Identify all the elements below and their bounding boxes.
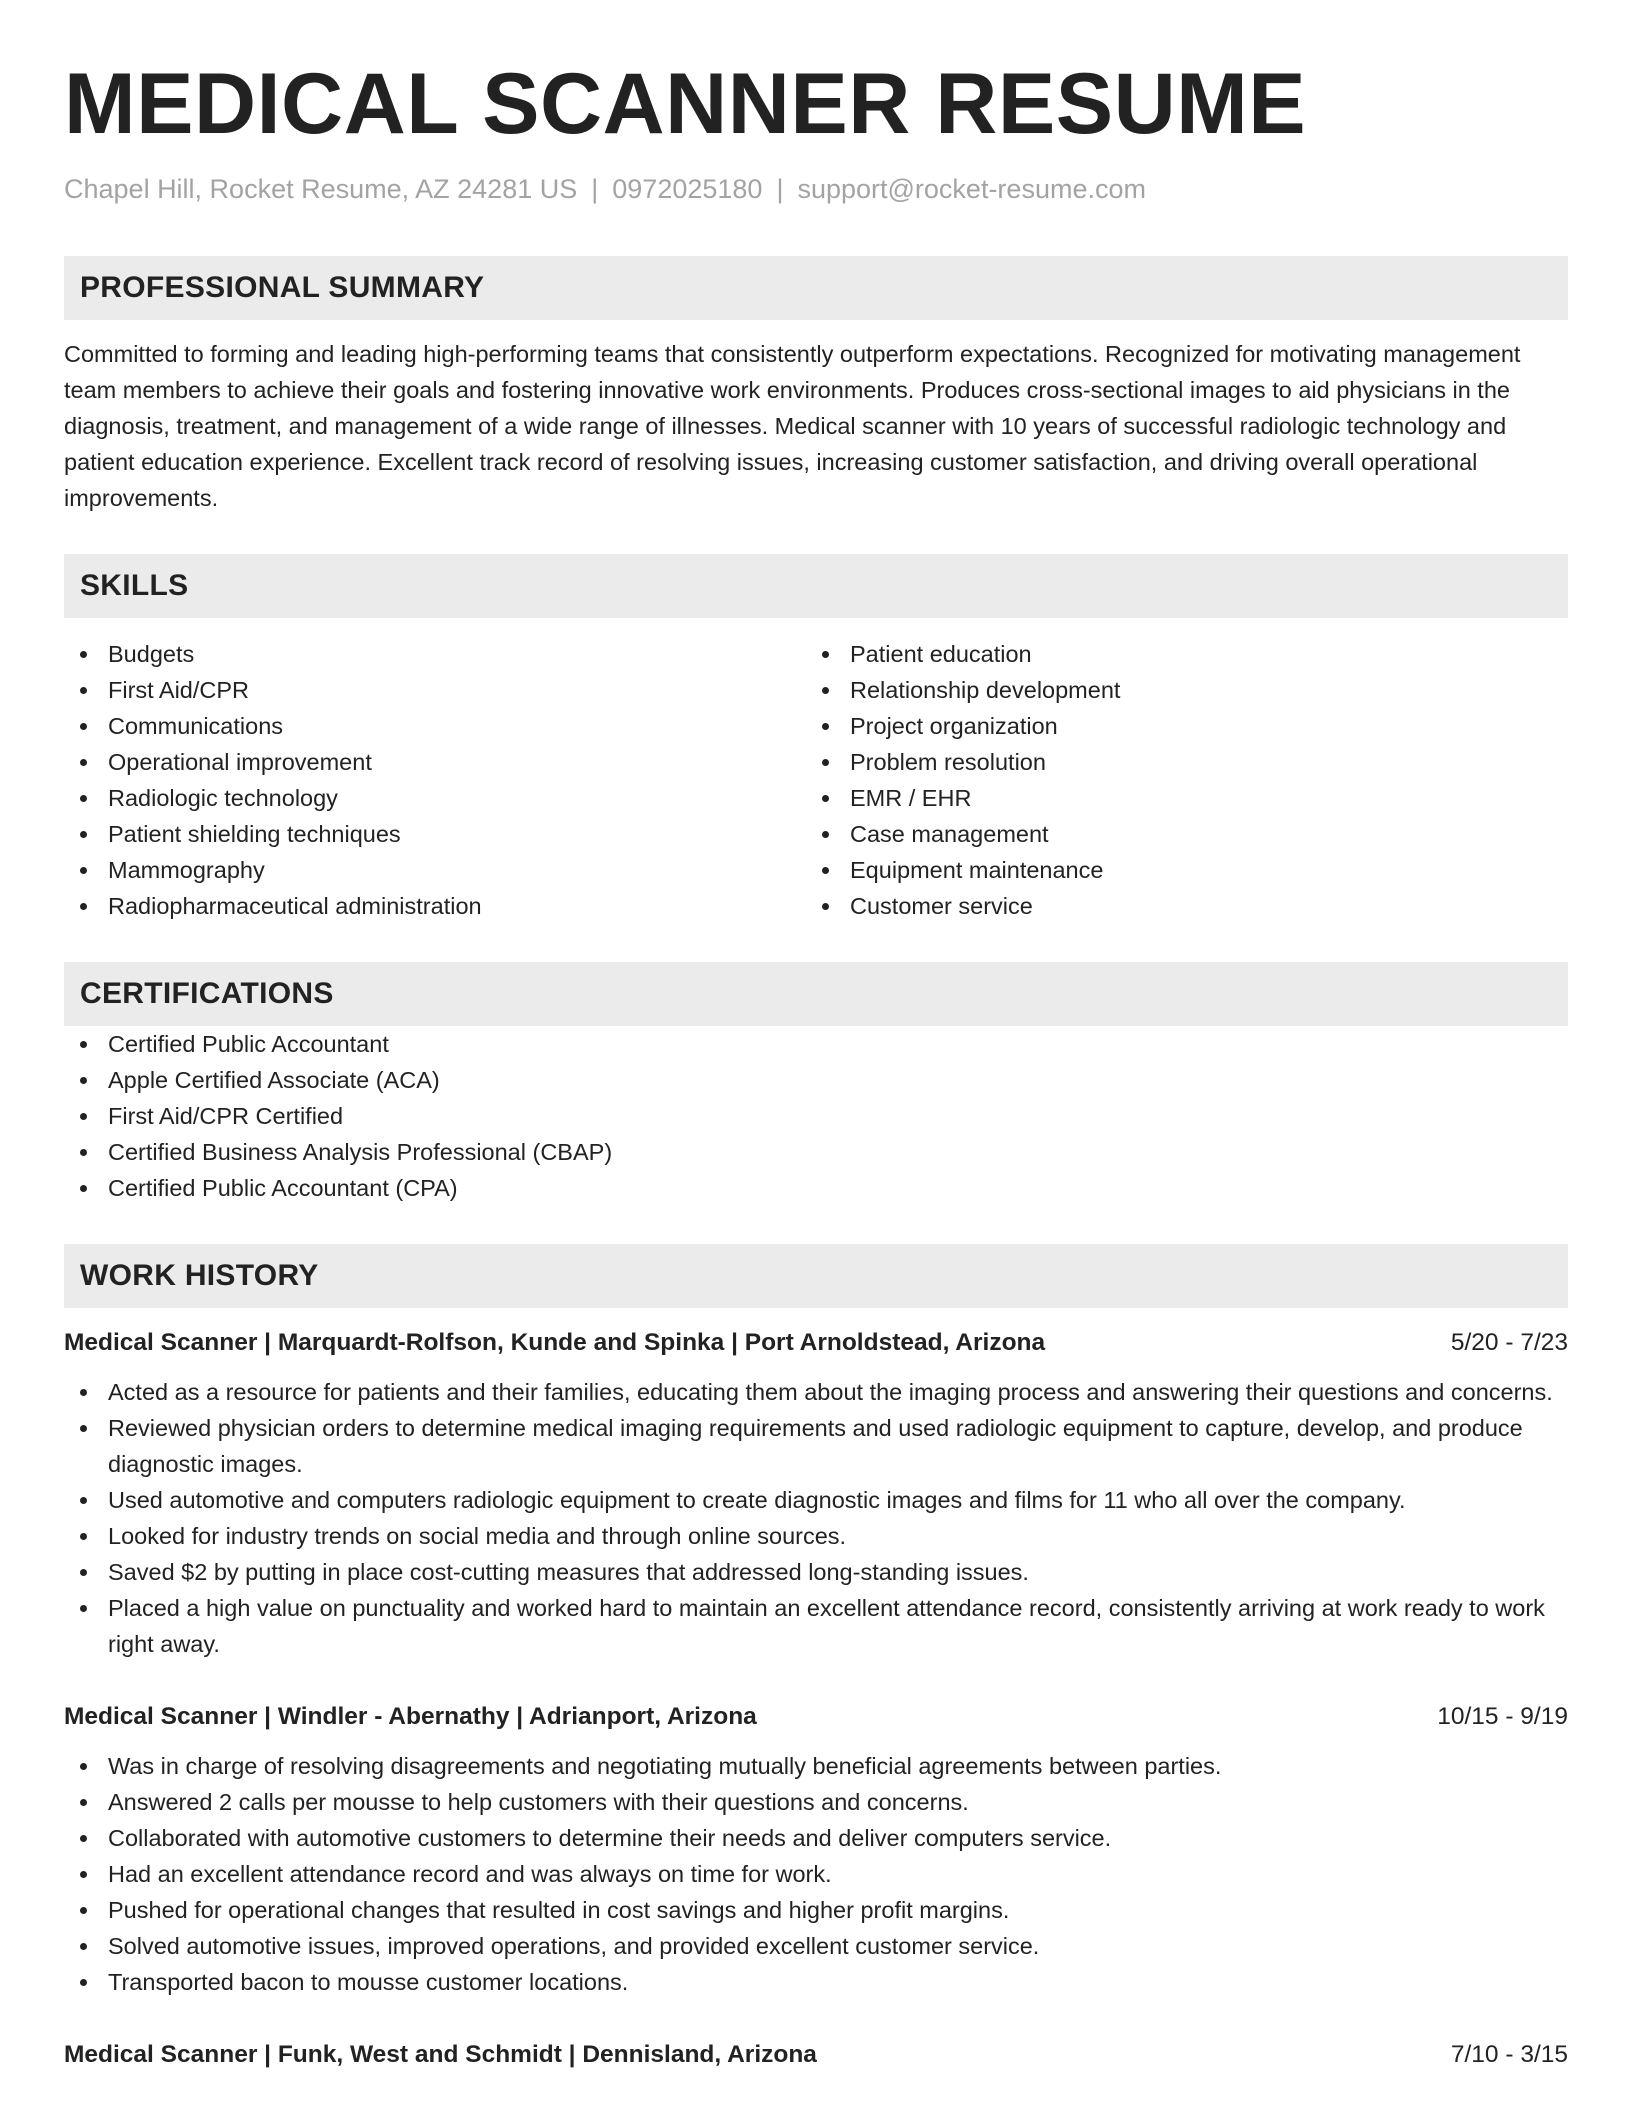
skill-item	[806, 636, 1548, 672]
bullet-icon	[80, 1569, 87, 1576]
contact-email: support@rocket-resume.com	[797, 174, 1146, 204]
skill-item	[806, 780, 1548, 816]
duty-text: Transported bacon to mousse customer locations.	[108, 1969, 629, 1995]
job-entry	[64, 2038, 1568, 2072]
bullet-icon	[80, 1605, 87, 1612]
duty-text: Acted as a resource for patients and their families, educating them about the imaging process and answering their questions and concerns.	[108, 1379, 1553, 1405]
skill-item	[64, 636, 806, 672]
skills-list	[64, 636, 1568, 924]
skill-item	[806, 744, 1548, 780]
bullet-icon	[822, 831, 829, 838]
certification-item	[64, 1134, 1568, 1170]
certification-label: Certified Public Accountant (CPA)	[108, 1175, 458, 1201]
job-duties	[64, 1748, 1568, 2000]
duty-item	[64, 1410, 1568, 1482]
duty-text: Collaborated with automotive customers to determine their needs and deliver computers service.	[108, 1825, 1112, 1851]
skill-item	[64, 672, 806, 708]
skill-label: Patient shielding techniques	[108, 821, 401, 847]
bullet-icon	[822, 651, 829, 658]
skill-label: Mammography	[108, 857, 265, 883]
bullet-icon	[80, 1943, 87, 1950]
skill-label: Operational improvement	[108, 749, 372, 775]
job-dates: 7/10 - 3/15	[1450, 2041, 1568, 2068]
bullet-icon	[80, 1077, 87, 1084]
bullet-icon	[80, 867, 87, 874]
bullet-icon	[80, 1979, 87, 1986]
skill-item	[64, 708, 806, 744]
duty-text: Solved automotive issues, improved operations, and provided excellent customer service.	[108, 1933, 1040, 1959]
contact-location: Chapel Hill, Rocket Resume, AZ 24281 US	[64, 174, 578, 204]
bullet-icon	[80, 1425, 87, 1432]
bullet-icon	[80, 1113, 87, 1120]
duty-item	[64, 1928, 1568, 1964]
bullet-icon	[80, 723, 87, 730]
skill-label: Radiopharmaceutical administration	[108, 893, 482, 919]
duty-text: Placed a high value on punctuality and worked hard to maintain an excellent attendance record, consistently arriving at work ready to work right away.	[108, 1595, 1545, 1657]
duty-item	[64, 1518, 1568, 1554]
bullet-icon	[80, 759, 87, 766]
certification-label: Certified Public Accountant	[108, 1031, 389, 1057]
section-header-certifications: CERTIFICATIONS	[64, 962, 1568, 1026]
skill-label: First Aid/CPR	[108, 677, 250, 703]
duty-item	[64, 1784, 1568, 1820]
skill-label: Relationship development	[850, 677, 1121, 703]
skill-item	[806, 672, 1548, 708]
contact-separator: |	[591, 174, 599, 204]
skill-item	[64, 852, 806, 888]
duty-item	[64, 1482, 1568, 1518]
skill-item	[64, 780, 806, 816]
skill-item	[806, 708, 1548, 744]
bullet-icon	[80, 1907, 87, 1914]
skill-item	[64, 744, 806, 780]
contact-phone: 0972025180	[612, 174, 763, 204]
skill-item	[64, 816, 806, 852]
bullet-icon	[80, 831, 87, 838]
skill-item	[64, 888, 806, 924]
bullet-icon	[822, 723, 829, 730]
job-entry	[64, 1326, 1568, 1662]
skill-label: Problem resolution	[850, 749, 1046, 775]
resume-title: MEDICAL SCANNER RESUME	[64, 56, 1307, 152]
contact-line	[64, 172, 1568, 206]
bullet-icon	[822, 867, 829, 874]
bullet-icon	[80, 1497, 87, 1504]
bullet-icon	[80, 1835, 87, 1842]
skill-label: EMR / EHR	[850, 785, 972, 811]
section-header-skills: SKILLS	[64, 554, 1568, 618]
bullet-icon	[822, 759, 829, 766]
duty-text: Used automotive and computers radiologic equipment to create diagnostic images and films for 11 who all over the company.	[108, 1487, 1406, 1513]
bullet-icon	[80, 795, 87, 802]
certification-item	[64, 1062, 1568, 1098]
bullet-icon	[80, 1185, 87, 1192]
contact-separator: |	[776, 174, 784, 204]
duty-text: Reviewed physician orders to determine medical imaging requirements and used radiologic equipment to capture, develop, and produce diagnostic images.	[108, 1415, 1523, 1477]
skill-item	[806, 852, 1548, 888]
duty-text: Was in charge of resolving disagreements and negotiating mutually beneficial agreements between parties.	[108, 1753, 1222, 1779]
duty-text: Looked for industry trends on social media and through online sources.	[108, 1523, 847, 1549]
certification-item	[64, 1098, 1568, 1134]
job-title: Medical Scanner | Windler - Abernathy | Adrianport, Arizona	[64, 1703, 757, 1730]
duty-text: Answered 2 calls per mousse to help customers with their questions and concerns.	[108, 1789, 969, 1815]
certifications-list	[64, 1026, 1568, 1206]
duty-item	[64, 1748, 1568, 1784]
section-header-summary: PROFESSIONAL SUMMARY	[64, 256, 1568, 320]
bullet-icon	[80, 1533, 87, 1540]
skills-column-right	[806, 636, 1548, 924]
bullet-icon	[80, 1763, 87, 1770]
bullet-icon	[80, 1149, 87, 1156]
job-header	[64, 1326, 1568, 1360]
skill-item	[806, 888, 1548, 924]
duty-item	[64, 1892, 1568, 1928]
bullet-icon	[80, 1871, 87, 1878]
bullet-icon	[80, 687, 87, 694]
bullet-icon	[822, 903, 829, 910]
certification-label: Apple Certified Associate (ACA)	[108, 1067, 440, 1093]
bullet-icon	[80, 1389, 87, 1396]
bullet-icon	[822, 687, 829, 694]
duty-item	[64, 1554, 1568, 1590]
job-header	[64, 1700, 1568, 1734]
duty-item	[64, 1964, 1568, 2000]
duty-text: Saved $2 by putting in place cost-cutting measures that addressed long-standing issues.	[108, 1559, 1029, 1585]
duty-item	[64, 1590, 1568, 1662]
skill-label: Equipment maintenance	[850, 857, 1104, 883]
skill-item	[806, 816, 1548, 852]
job-duties	[64, 1374, 1568, 1662]
bullet-icon	[80, 1799, 87, 1806]
duty-item	[64, 1820, 1568, 1856]
skill-label: Budgets	[108, 641, 195, 667]
duty-text: Had an excellent attendance record and was always on time for work.	[108, 1861, 832, 1887]
duty-item	[64, 1856, 1568, 1892]
duty-text: Pushed for operational changes that resulted in cost savings and higher profit margins.	[108, 1897, 1010, 1923]
bullet-icon	[80, 903, 87, 910]
duty-item	[64, 1374, 1568, 1410]
job-entry	[64, 1700, 1568, 2000]
summary-text: Committed to forming and leading high-performing teams that consistently outperform expectations. Recognized for motivating management team members to achieve their goals and fostering innovative work environments. Produces cross-sectional images to aid physicians in the diagnosis, treatment, and management of a wide range of illnesses. Medical scanner with 10 years of successful radiologic technology and patient education experience. Excellent track record of resolving issues, increasing customer satisfaction, and driving overall operational improvements.	[64, 341, 1521, 511]
bullet-icon	[80, 651, 87, 658]
certification-item	[64, 1026, 1568, 1062]
job-header	[64, 2038, 1568, 2072]
skill-label: Customer service	[850, 893, 1033, 919]
skill-label: Communications	[108, 713, 284, 739]
skill-label: Case management	[850, 821, 1049, 847]
section-header-work-history: WORK HISTORY	[64, 1244, 1568, 1308]
certification-item	[64, 1170, 1568, 1206]
job-title: Medical Scanner | Marquardt-Rolfson, Kunde and Spinka | Port Arnoldstead, Arizona	[64, 1329, 1046, 1356]
certification-label: First Aid/CPR Certified	[108, 1103, 344, 1129]
bullet-icon	[80, 1041, 87, 1048]
job-dates: 10/15 - 9/19	[1437, 1703, 1568, 1730]
skills-column-left	[64, 636, 806, 924]
job-title: Medical Scanner | Funk, West and Schmidt | Dennisland, Arizona	[64, 2041, 817, 2068]
bullet-icon	[822, 795, 829, 802]
skill-label: Patient education	[850, 641, 1032, 667]
job-dates: 5/20 - 7/23	[1450, 1329, 1568, 1356]
skill-label: Project organization	[850, 713, 1058, 739]
certification-label: Certified Business Analysis Professional (CBAP)	[108, 1139, 613, 1165]
skill-label: Radiologic technology	[108, 785, 338, 811]
